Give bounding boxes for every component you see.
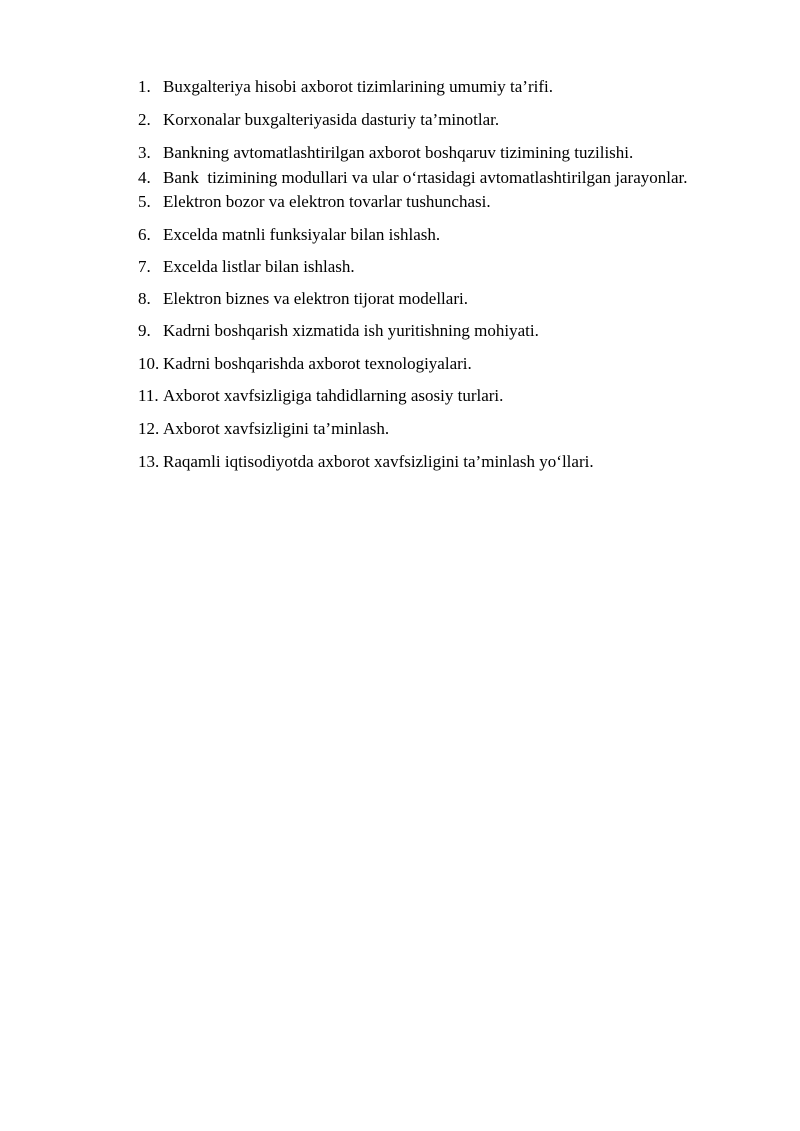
- list-item: [138, 225, 778, 245]
- list-item: [138, 354, 778, 374]
- item-number: 9.: [138, 321, 151, 340]
- list-item: [138, 143, 778, 163]
- list-item: [138, 192, 778, 212]
- item-text: Bankning avtomatlashtirilgan axborot boshqaruv tizimining tuzilishi.: [163, 143, 634, 162]
- list-item: [138, 321, 778, 341]
- item-number: 11.: [138, 386, 159, 405]
- item-text: Elektron bozor va elektron tovarlar tushunchasi.: [163, 192, 491, 211]
- item-number: 4.: [138, 168, 151, 187]
- list-item: [138, 77, 778, 97]
- item-number: 6.: [138, 225, 151, 244]
- list-item: [138, 168, 778, 188]
- item-number: 1.: [138, 77, 151, 96]
- list-item: [138, 386, 778, 406]
- item-text: Axborot xavfsizligini ta’minlash.: [163, 419, 390, 438]
- item-number: 2.: [138, 110, 151, 129]
- list-item: [138, 110, 778, 130]
- item-number: 7.: [138, 257, 151, 276]
- item-text: Buxgalteriya hisobi axborot tizimlarining umumiy ta’rifi.: [163, 77, 553, 96]
- item-text: Bank tizimining modullari va ular o‘rtasidagi avtomatlashtirilgan jarayonlar.: [163, 168, 688, 187]
- item-number: 3.: [138, 143, 151, 162]
- item-number: 5.: [138, 192, 151, 211]
- item-number: 13.: [138, 452, 160, 471]
- item-text: Kadrni boshqarish xizmatida ish yuritishning mohiyati.: [163, 321, 539, 340]
- item-text: Excelda listlar bilan ishlash.: [163, 257, 355, 276]
- item-text: Kadrni boshqarishda axborot texnologiyalari.: [163, 354, 472, 373]
- item-text: Raqamli iqtisodiyotda axborot xavfsizligini ta’minlash yo‘llari.: [163, 452, 594, 471]
- item-text: Elektron biznes va elektron tijorat modellari.: [163, 289, 468, 308]
- item-text: Korxonalar buxgalteriyasida dasturiy ta’minotlar.: [163, 110, 500, 129]
- list-item: [138, 452, 778, 472]
- item-number: 8.: [138, 289, 151, 308]
- list-item: [138, 289, 778, 309]
- list-item: [138, 419, 778, 439]
- list-item: [138, 257, 778, 277]
- item-number: 10.: [138, 354, 160, 373]
- item-number: 12.: [138, 419, 160, 438]
- item-text: Axborot xavfsizligiga tahdidlarning asosiy turlari.: [163, 386, 504, 405]
- item-text: Excelda matnli funksiyalar bilan ishlash.: [163, 225, 441, 244]
